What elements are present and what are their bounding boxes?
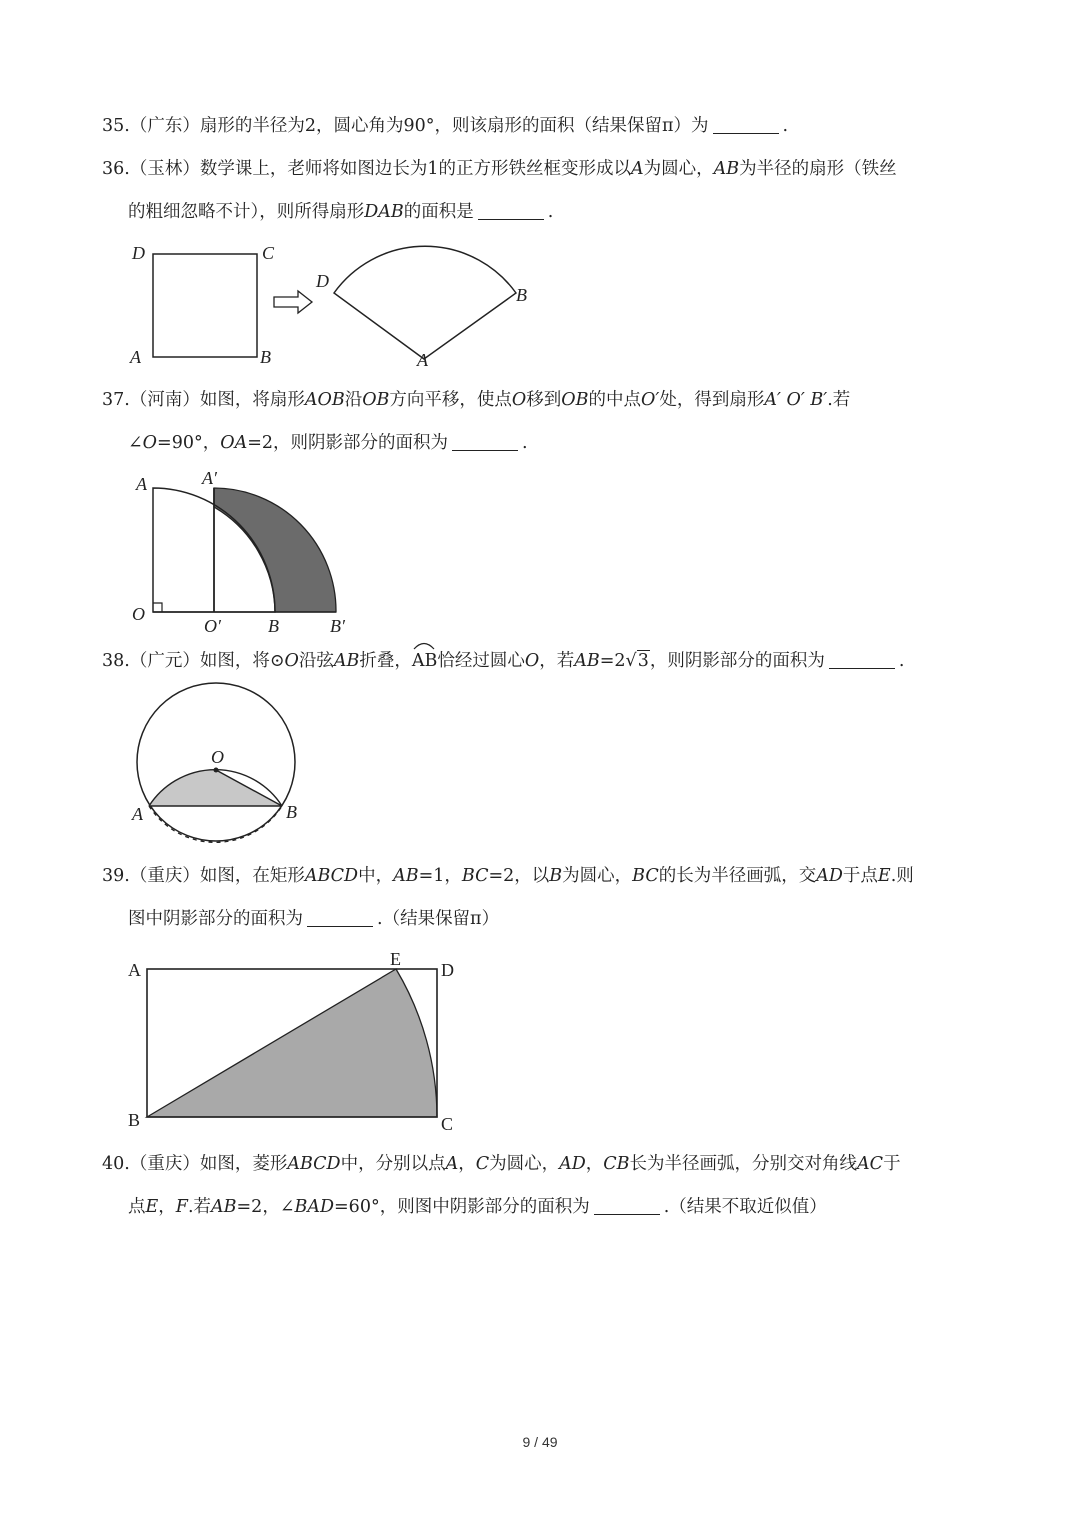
q37-label-b: B (268, 616, 279, 636)
q35-end: . (782, 116, 789, 136)
question-35 (102, 114, 788, 138)
q37-text-3: 方向平移，使点 (389, 390, 512, 410)
q40-text-9: ， (158, 1197, 176, 1217)
q36-var-a: A (630, 159, 644, 179)
q40-text-2: 中，分别以点 (340, 1154, 446, 1174)
q37-end: . (522, 433, 528, 453)
q39-label-d: D (441, 960, 454, 980)
q38-shaded-region (149, 770, 282, 806)
q39-label-a: A (128, 960, 141, 980)
q36-label-b2: B (516, 285, 527, 305)
page-number: 9 / 49 (522, 1434, 558, 1450)
q40-var-bad: BAD (294, 1197, 335, 1217)
q37-source: （河南） (129, 390, 200, 410)
q35-text: 扇形的半径为2，圆心角为90°，则该扇形的面积（结果保留π）为 (199, 116, 709, 136)
q37-var-oa: OA (220, 433, 248, 453)
q38-sqrt-value: 3 (637, 651, 649, 671)
q39-text-2: 中， (358, 866, 394, 886)
q36-figure (120, 235, 560, 375)
q39-var-bc2: BC (632, 866, 659, 886)
question-36-line2 (128, 200, 553, 224)
q39-text-1: 如图，在矩形 (199, 866, 305, 886)
q38-text-6: =2 (599, 651, 626, 671)
q35-source: （广东） (129, 116, 200, 136)
q39-shaded-sector (147, 969, 437, 1117)
q35-answer-blank[interactable] (713, 115, 779, 134)
q38-var-ab: AB (333, 651, 360, 671)
q39-var-e: E (877, 866, 891, 886)
question-40-line2 (128, 1195, 827, 1219)
q36-label-d: D (132, 243, 145, 263)
q37-text-6: 处，得到扇形 (659, 390, 765, 410)
q36-text-5: 的面积是 (403, 202, 474, 222)
question-37-line2 (128, 431, 528, 455)
q40-text-11: =2，∠ (236, 1197, 295, 1217)
q38-answer-blank[interactable] (829, 650, 895, 669)
q38-text-1: 如图，将⊙ (199, 651, 285, 671)
q37-var-o: O (511, 390, 527, 410)
q39-text-9: 图中阴影部分的面积为 (128, 909, 303, 929)
q38-text-3: 折叠， (359, 651, 412, 671)
q37-label-a: A (136, 474, 147, 494)
q39-figure (120, 950, 470, 1140)
q37-number: 37. (102, 390, 130, 410)
q39-label-b: B (128, 1110, 141, 1130)
q38-text-4: 恰经过圆心 (437, 651, 525, 671)
q36-label-b: B (260, 347, 271, 367)
q40-var-a: A (445, 1154, 459, 1174)
q36-label-d2: D (316, 271, 329, 291)
question-39-line1 (102, 864, 914, 888)
q38-text-2: 沿弦 (298, 651, 334, 671)
q39-text-7: 于点 (842, 866, 878, 886)
q38-figure (122, 684, 322, 854)
q40-text-8: 点 (128, 1197, 146, 1217)
q38-text-7: ，则阴影部分的面积为 (649, 651, 825, 671)
q38-arc-ab (412, 649, 438, 673)
q36-end: . (547, 202, 554, 222)
q40-var-f: F (175, 1197, 188, 1217)
q37-text-2: 沿 (344, 390, 363, 410)
q38-end: . (898, 651, 905, 671)
q37-label-o: O (132, 604, 145, 624)
q38-var-ab2: AB (574, 651, 600, 671)
q39-label-c: C (441, 1114, 454, 1134)
q37-answer-blank[interactable] (452, 432, 518, 451)
q37-text-7: .若 (827, 390, 851, 410)
q36-text-4: 的粗细忽略不计），则所得扇形 (128, 202, 365, 222)
q37-text-1: 如图，将扇形 (199, 390, 305, 410)
q37-var-ob: OB (362, 390, 390, 410)
q39-var-bc: BC (461, 866, 489, 886)
q36-answer-blank[interactable] (478, 201, 544, 220)
q40-text-3: ， (458, 1154, 476, 1174)
q37-text-5: 的中点 (588, 390, 641, 410)
q39-text-5: 为圆心， (562, 866, 633, 886)
q37-label-a-prime: A′ (202, 468, 217, 488)
q36-var-dab: DAB (364, 202, 404, 222)
q39-text-8: .则 (890, 866, 914, 886)
q40-text-4: 为圆心， (489, 1154, 560, 1174)
q36-label-a2: A (417, 350, 428, 370)
q36-number: 36. (102, 159, 130, 179)
q36-source: （玉林） (129, 159, 200, 179)
q40-var-cb: CB (603, 1154, 630, 1174)
q38-sqrt: √3 (625, 651, 649, 671)
q37-var-o3: O (142, 433, 158, 453)
q40-source: （重庆） (129, 1154, 200, 1174)
q38-point-o (214, 768, 219, 773)
q37-label-o-prime: O′ (204, 616, 221, 636)
q37-text-9: =90°， (157, 433, 221, 453)
q38-number: 38. (102, 651, 130, 671)
q37-text-4: 移到 (526, 390, 562, 410)
q40-var-ac: AC (857, 1154, 884, 1174)
question-37-line1 (102, 388, 850, 412)
q39-source: （重庆） (129, 866, 200, 886)
q38-arc-ab-text: AB (411, 651, 438, 671)
q36-arrow-icon (274, 291, 312, 313)
q38-var-o2: O (524, 651, 540, 671)
q38-var-o: O (284, 651, 299, 671)
q37-var-o-prime: O′ (641, 390, 660, 410)
question-40-line1 (102, 1152, 901, 1176)
q39-answer-blank[interactable] (307, 908, 373, 927)
q39-text-4: =2，以 (488, 866, 550, 886)
q40-answer-blank[interactable] (594, 1196, 660, 1215)
q36-text-3: 为半径的扇形（铁丝 (739, 159, 897, 179)
q37-var-aob: AOB (304, 390, 345, 410)
q40-number: 40. (102, 1154, 130, 1174)
q36-square (153, 254, 257, 357)
q40-text-10: .若 (187, 1197, 212, 1217)
q36-sector (334, 246, 516, 359)
q38-label-o: O (211, 747, 224, 767)
q38-text-5: ，若 (539, 651, 575, 671)
q36-text-2: 为圆心， (643, 159, 714, 179)
q39-label-e: E (390, 949, 401, 969)
q39-var-ad: AD (816, 866, 843, 886)
q38-label-a: A (132, 804, 143, 824)
q37-label-b-prime: B′ (330, 616, 345, 636)
q36-label-a: A (130, 347, 141, 367)
q38-source: （广元） (129, 651, 200, 671)
q37-figure (126, 466, 366, 640)
q40-text-6: 长为半径画弧，分别交对角线 (629, 1154, 858, 1174)
q40-var-e: E (145, 1197, 159, 1217)
q36-label-c: C (262, 243, 275, 263)
q40-text-1: 如图，菱形 (199, 1154, 288, 1174)
q40-text-7: 于 (883, 1154, 901, 1174)
q40-text-12: =60°，则图中阴影部分的面积为 (334, 1197, 590, 1217)
q38-arc-mark-icon (412, 640, 436, 650)
q37-shaded-region (214, 488, 336, 612)
q37-var-sector-prime: A′ O′ B′ (764, 390, 828, 410)
q40-var-ab: AB (211, 1197, 237, 1217)
q37-var-ob2: OB (561, 390, 589, 410)
q36-var-ab: AB (713, 159, 740, 179)
q40-text-5: ， (585, 1154, 604, 1174)
q39-text-6: 的长为半径画弧，交 (658, 866, 817, 886)
q40-var-ad: AD (559, 1154, 586, 1174)
q39-var-ab: AB (393, 866, 419, 886)
q37-text-10: =2，则阴影部分的面积为 (247, 433, 449, 453)
q38-label-b: B (286, 802, 297, 822)
q35-number: 35. (102, 116, 130, 136)
q39-number: 39. (102, 866, 130, 886)
question-36-line1 (102, 157, 897, 181)
q37-right-angle-mark (153, 603, 162, 612)
q39-var-abcd: ABCD (304, 866, 359, 886)
q39-text-10: .（结果保留π） (377, 909, 500, 929)
q37-angle-sign: ∠ (128, 433, 143, 453)
q39-var-b: B (549, 866, 563, 886)
question-39-line2 (128, 907, 499, 931)
q40-text-13: .（结果不取近似值） (663, 1197, 827, 1217)
q39-text-3: =1， (418, 866, 462, 886)
q40-var-c: C (475, 1154, 490, 1174)
q40-var-abcd: ABCD (287, 1154, 341, 1174)
q38-dashed-arc (149, 806, 282, 842)
q36-text-1: 数学课上，老师将如图边长为1的正方形铁丝框变形成以 (199, 159, 631, 179)
question-38 (102, 649, 904, 673)
